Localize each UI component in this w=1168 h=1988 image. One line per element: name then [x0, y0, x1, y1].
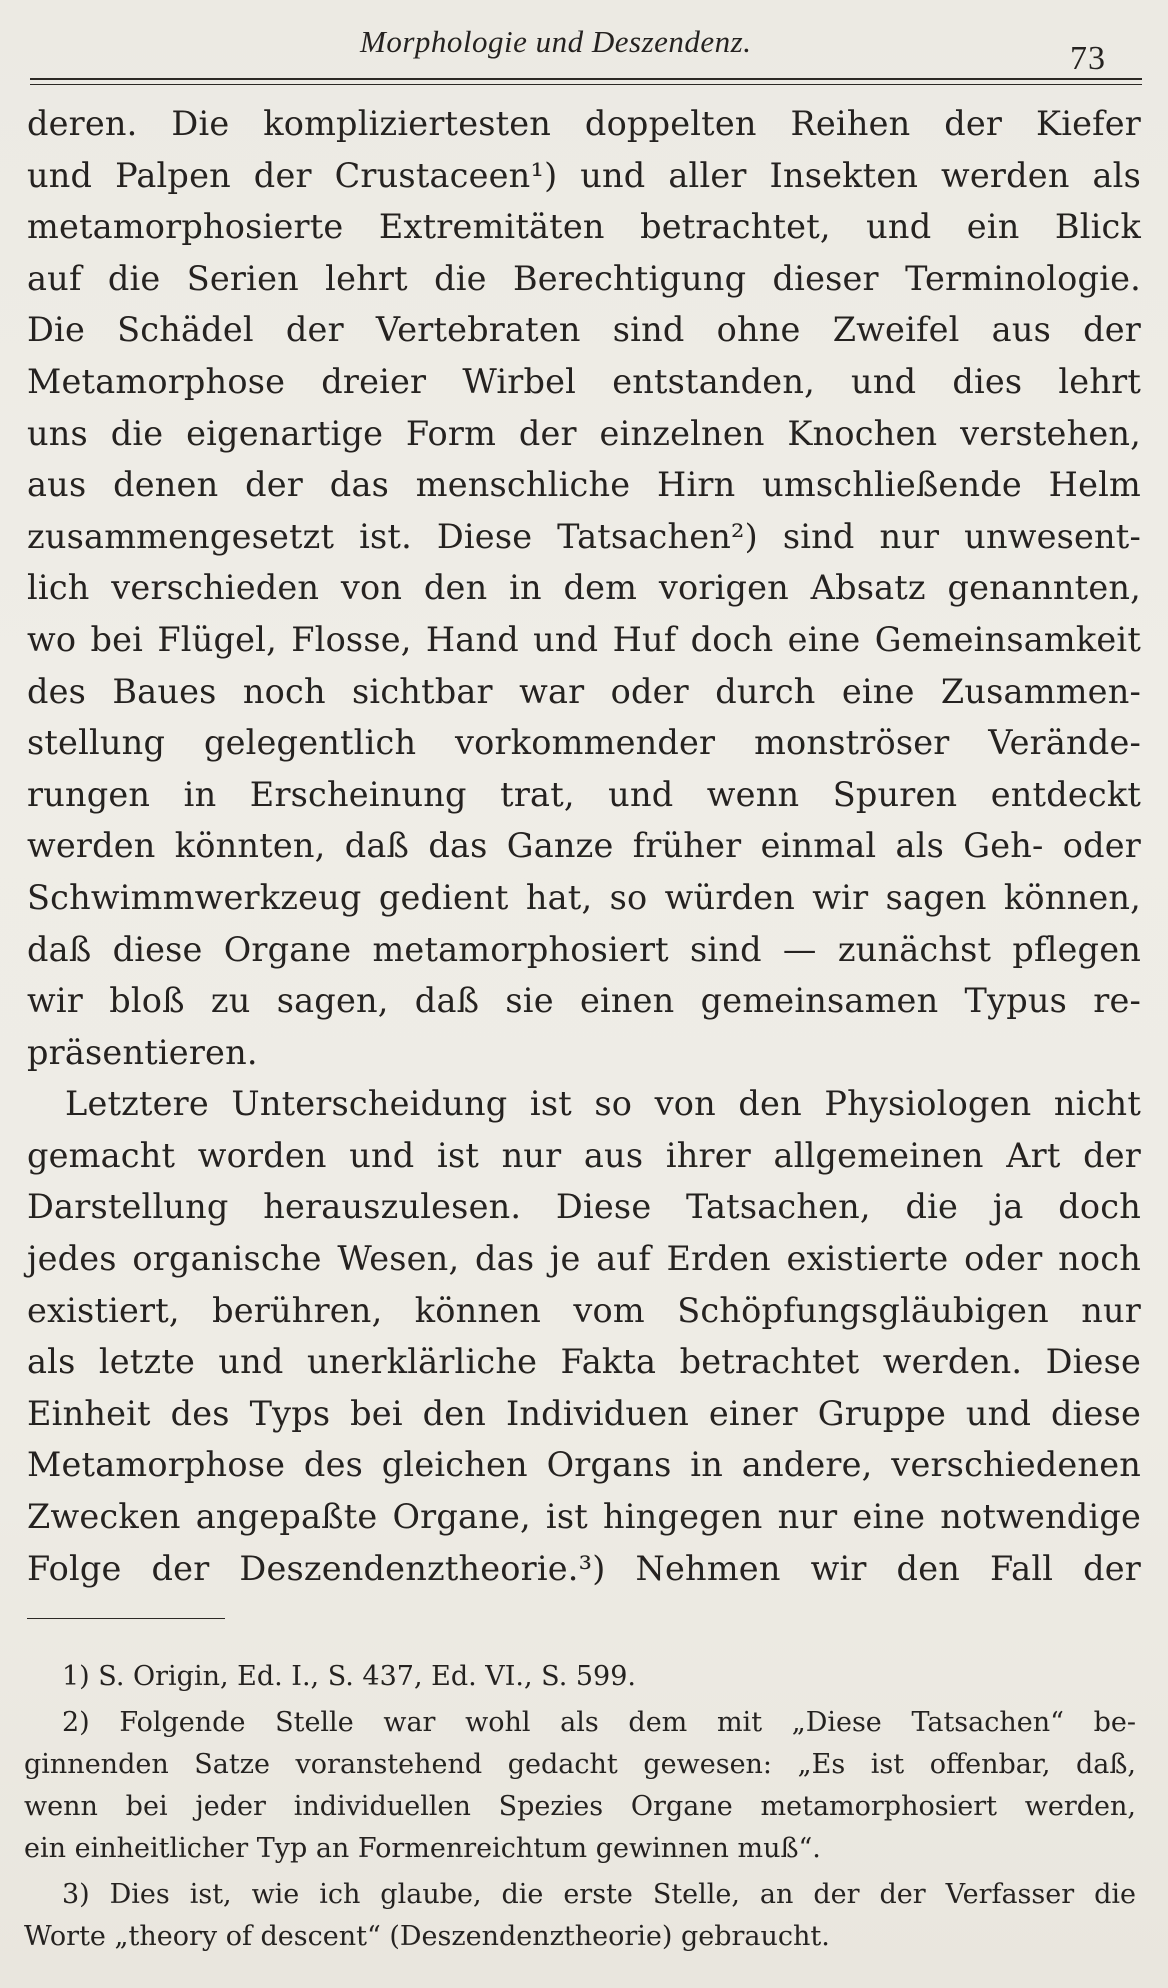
text-line: Die Schädel der Vertebraten sind ohne Zweifel aus der [27, 310, 1141, 350]
text-line: des Baues noch sichtbar war oder durch eine Zusammen- [27, 671, 1141, 711]
text-line: wir bloß zu sagen, daß sie einen gemeinsamen Typus re- [27, 981, 1141, 1021]
text-line: daß diese Organe metamorphosiert sind — zunächst pflegen [27, 929, 1141, 969]
text-line: deren. Die kompliziertesten doppelten Reihen der Kiefer [27, 104, 1141, 143]
text-line: stellung gelegentlich vorkommender monströser Verände- [27, 723, 1141, 763]
text-line: gemacht worden und ist nur aus ihrer allgemeinen Art der [27, 1135, 1141, 1175]
text-line: Metamorphose des gleichen Organs in andere, verschiedenen [27, 1445, 1141, 1485]
running-title: Morphologie und Deszendenz. [360, 24, 752, 59]
text-line: rungen in Erscheinung trat, und wenn Spuren entdeckt [27, 774, 1141, 814]
text-line: existiert, berühren, können vom Schöpfungsgläubigen nur [27, 1290, 1141, 1330]
text-line: präsentieren. [27, 1032, 258, 1072]
footnote-2-line: ein einheitlicher Typ an Formenreichtum gewinnen muß“. [24, 1833, 821, 1864]
text-line: metamorphosierte Extremitäten betrachtet, und ein Blick [27, 207, 1141, 247]
text-line: Darstellung herauszulesen. Diese Tatsachen, die ja doch [27, 1187, 1141, 1227]
header-rule [30, 78, 1142, 80]
text-line: werden könnten, daß das Ganze früher einmal als Geh- oder [27, 826, 1141, 866]
footnote-1: 1) S. Origin, Ed. I., S. 437, Ed. VI., S. 599. [62, 1661, 637, 1692]
footnote-rule [27, 1618, 225, 1619]
footnotes [24, 1656, 1136, 1958]
header-rule-thin [30, 84, 1142, 85]
text-line: Einheit des Typs bei den Individuen einer Gruppe und diese [27, 1393, 1141, 1433]
text-line: Schwimmwerkzeug gedient hat, so würden wir sagen können, [27, 877, 1141, 917]
text-line: Zwecken angepaßte Organe, ist hingegen nur eine notwendige [27, 1497, 1141, 1537]
text-line: als letzte und unerklärliche Fakta betrachtet werden. Diese [27, 1342, 1141, 1382]
text-line: uns die eigenartige Form der einzelnen Knochen verstehen, [27, 413, 1141, 453]
paragraph-start-line: Letztere Unterscheidung ist so von den Physiologen nicht [65, 1084, 1141, 1124]
text-line: und Palpen der Crustaceen¹) und aller Insekten werden als [27, 155, 1141, 195]
text-line: wo bei Flügel, Flosse, Hand und Huf doch eine Gemeinsamkeit [27, 619, 1141, 659]
text-line: aus denen der das menschliche Hirn umschließende Helm [27, 465, 1141, 505]
text-line: lich verschieden von den in dem vorigen Absatz genannten, [27, 568, 1141, 608]
text-line: Folge der Deszendenztheorie.³) Nehmen wir den Fall der [27, 1548, 1141, 1588]
text-line: zusammengesetzt ist. Diese Tatsachen²) sind nur unwesent- [27, 516, 1141, 556]
text-line: auf die Serien lehrt die Berechtigung dieser Terminologie. [27, 258, 1141, 298]
footnote-2-line: wenn bei jeder individuellen Spezies Organe metamorphosiert werden, [24, 1791, 1136, 1822]
footnote-2-line: 2) Folgende Stelle war wohl als dem mit „Diese Tatsachen“ be- [62, 1707, 1136, 1738]
footnote-3-line: 3) Dies ist, wie ich glaube, die erste Stelle, an der der Verfasser die [62, 1879, 1136, 1910]
footnote-3-line: Worte „theory of descent“ (Deszendenztheorie) gebraucht. [24, 1921, 830, 1952]
body-text [27, 98, 1141, 1594]
footnote-2-line: ginnenden Satze voranstehend gedacht gewesen: „Es ist offenbar, daß, [24, 1749, 1136, 1780]
page-number: 73 [1070, 40, 1106, 77]
text-line: jedes organische Wesen, das je auf Erden existierte oder noch [27, 1239, 1141, 1279]
text-line: Metamorphose dreier Wirbel entstanden, und dies lehrt [27, 361, 1141, 401]
running-head [0, 18, 1168, 78]
